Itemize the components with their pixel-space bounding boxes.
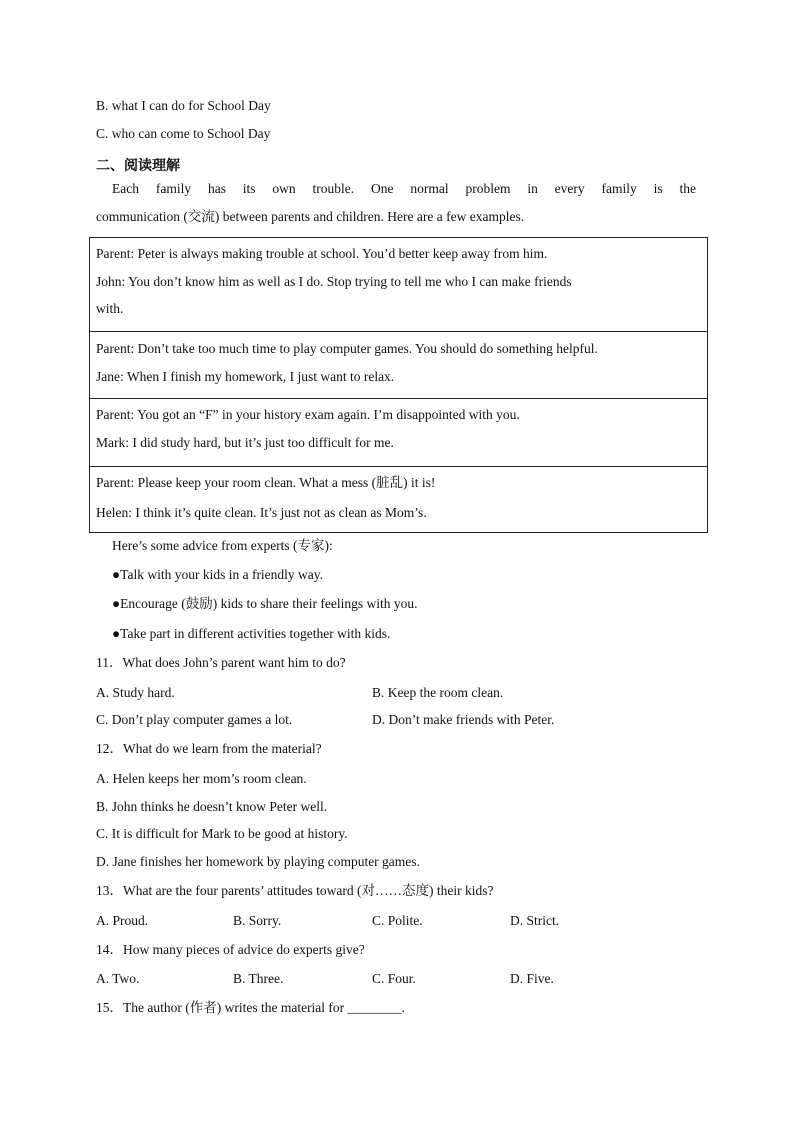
q12-option-c[interactable]: C. It is difficult for Mark to be good at history.	[96, 826, 348, 841]
prev-option-c: C. who can come to School Day	[96, 126, 271, 141]
q13-option-a[interactable]: A. Proud.	[96, 913, 149, 928]
advice-item: ●Encourage (鼓励) kids to share their feelings with you.	[112, 596, 418, 611]
q13-option-b[interactable]: B. Sorry.	[233, 913, 282, 928]
question-13-stem: 13．What are the four parents’ attitudes toward (对……态度) their kids?	[96, 883, 494, 898]
dialog-cell-jane	[90, 331, 707, 398]
q11-option-b[interactable]: B. Keep the room clean.	[372, 685, 504, 700]
q11-option-a[interactable]: A. Study hard.	[96, 685, 175, 700]
question-14-stem: 14．How many pieces of advice do experts give?	[96, 942, 365, 957]
q14-option-a[interactable]: A. Two.	[96, 971, 140, 986]
dialog-table	[89, 237, 708, 533]
dialog-line: Mark: I did study hard, but it’s just too difficult for me.	[96, 435, 394, 450]
prev-option-b: B. what I can do for School Day	[96, 98, 271, 113]
dialog-line: Helen: I think it’s quite clean. It’s just not as clean as Mom’s.	[96, 505, 427, 520]
advice-item: ●Talk with your kids in a friendly way.	[112, 567, 324, 582]
intro-line-1: Each family has its own trouble. One normal problem in every family is the	[112, 181, 696, 196]
q11-option-c[interactable]: C. Don’t play computer games a lot.	[96, 712, 293, 727]
question-12-stem: 12．What do we learn from the material?	[96, 741, 322, 756]
dialog-line: Jane: When I finish my homework, I just want to relax.	[96, 369, 395, 384]
dialog-line: Parent: Please keep your room clean. What a mess (脏乱) it is!	[96, 475, 436, 490]
intro-line-2: communication (交流) between parents and children. Here are a few examples.	[96, 209, 525, 224]
dialog-cell-john	[90, 238, 707, 331]
advice-item: ●Take part in different activities together with kids.	[112, 626, 391, 641]
q12-option-b[interactable]: B. John thinks he doesn’t know Peter well.	[96, 799, 328, 814]
q14-option-d[interactable]: D. Five.	[510, 971, 554, 986]
question-15-stem: 15．The author (作者) writes the material for ________.	[96, 1000, 405, 1015]
q11-option-d[interactable]: D. Don’t make friends with Peter.	[372, 712, 555, 727]
dialog-line: Parent: Don’t take too much time to play computer games. You should do something helpful.	[96, 341, 598, 356]
dialog-cell-mark	[90, 398, 707, 466]
q13-option-d[interactable]: D. Strict.	[510, 913, 560, 928]
q14-option-c[interactable]: C. Four.	[372, 971, 416, 986]
dialog-cell-helen	[90, 466, 707, 532]
question-11-stem: 11．What does John’s parent want him to do?	[96, 655, 346, 670]
q14-option-b[interactable]: B. Three.	[233, 971, 284, 986]
dialog-line: with.	[96, 301, 124, 316]
dialog-line: Parent: You got an “F” in your history exam again. I’m disappointed with you.	[96, 407, 520, 422]
section-title: 二、阅读理解	[96, 158, 180, 174]
q13-option-c[interactable]: C. Polite.	[372, 913, 423, 928]
dialog-line: John: You don’t know him as well as I do. Stop trying to tell me who I can make friends	[96, 274, 572, 289]
q12-option-a[interactable]: A. Helen keeps her mom’s room clean.	[96, 771, 307, 786]
dialog-line: Parent: Peter is always making trouble at school. You’d better keep away from him.	[96, 246, 548, 261]
advice-intro: Here’s some advice from experts (专家):	[112, 538, 333, 553]
q12-option-d[interactable]: D. Jane finishes her homework by playing computer games.	[96, 854, 420, 869]
